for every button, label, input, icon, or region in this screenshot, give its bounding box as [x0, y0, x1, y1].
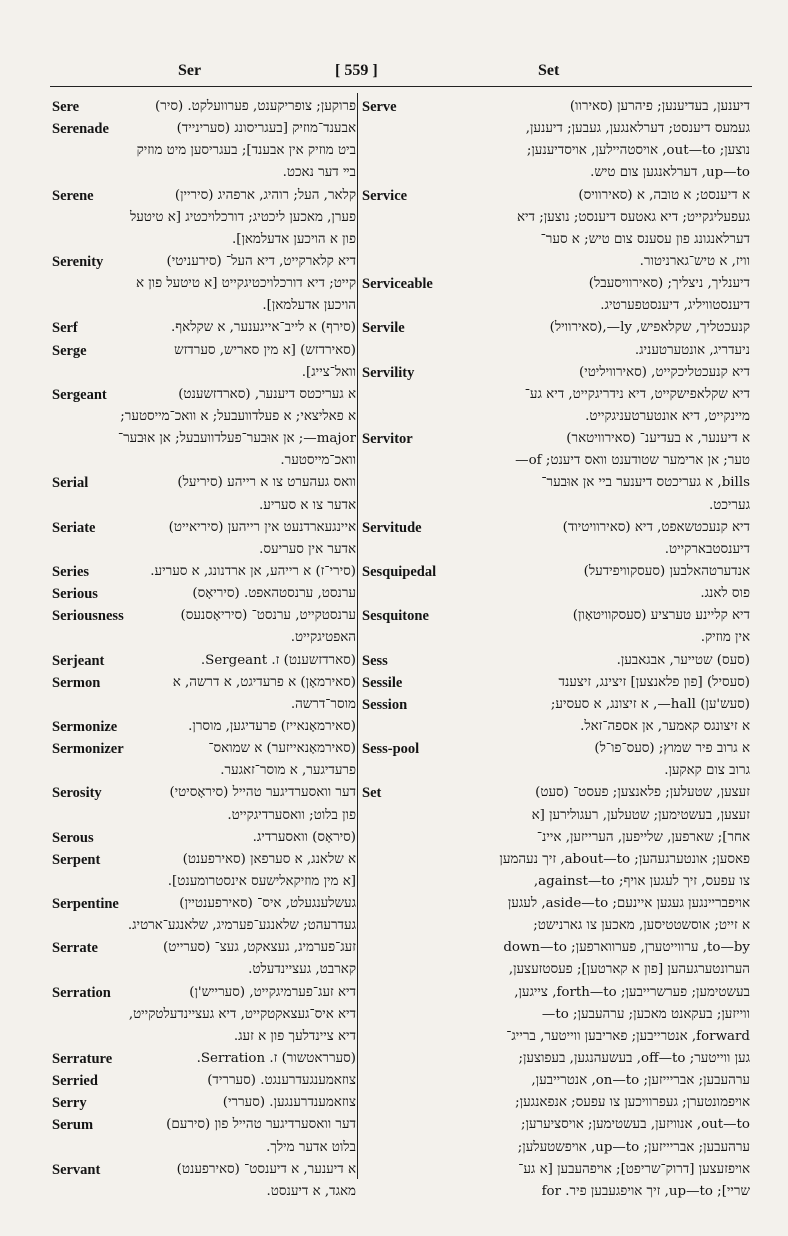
definition-text: הויכען אדעלמאן].: [262, 298, 356, 314]
headword: Serried: [52, 1073, 98, 1090]
definition-text: צוזאמענדרענגען. (סעררי): [222, 1095, 356, 1111]
dictionary-entry: [52, 650, 356, 672]
definition-text: to—by, ערווייטערן, פערווארפען; down—to: [503, 940, 750, 956]
definition-text: דערלאנגונג פון עסענס צום טיש; א סער־: [540, 231, 750, 247]
headword: Serjeant: [52, 652, 105, 669]
definition-text: ניעדריג, אונטערטעניג.: [634, 342, 750, 358]
dictionary-entry: [52, 1048, 356, 1070]
definition-text: זעצען, שטעלען; פלאנצען; פעסט־ (סעט): [535, 785, 750, 801]
definition-text: פאסען; אונטערגעהען; about—to, זיך נעהמען: [499, 851, 750, 867]
definition-text: שריי]; up—to, זיך אויפגעבען פיר. for: [541, 1183, 750, 1199]
definition-text: (סירף) א לייב־אייגענער, א שקלאף.: [170, 320, 356, 336]
dictionary-entry: [362, 517, 750, 561]
dictionary-entry: [52, 118, 356, 184]
definition-text: (סארדזשענט) ז. Sergeant.: [200, 652, 356, 668]
dictionary-entry: [52, 472, 356, 516]
dictionary-entry: [362, 782, 750, 1203]
definition-text: up—to, דערלאנגען צום טיש.: [590, 165, 750, 181]
headword: Serve: [362, 99, 397, 115]
definition-text: דיא ציינדלעך פון א זעג.: [233, 1028, 356, 1044]
entry-first-line: [52, 849, 356, 871]
entry-first-line: [362, 605, 750, 627]
dictionary-entry: [52, 738, 356, 782]
dictionary-entry: [52, 982, 356, 1048]
entry-first-line: [52, 716, 356, 738]
entry-first-line: [362, 782, 750, 804]
headword: Serf: [52, 320, 78, 337]
definition-text: דיענען, בעדיענען; פיהרען (סאירוו): [569, 99, 750, 114]
definition-text: דיא קליינע טערציע (סעסקוויטאָון): [572, 608, 750, 624]
dictionary-entry: [52, 672, 356, 716]
definition-text: bills, א געריכטס דיענער ביי אן אוּבער־: [541, 475, 750, 491]
entry-first-line: [52, 650, 356, 672]
entry-first-line: [52, 583, 356, 605]
dictionary-entry: [52, 340, 356, 384]
entry-first-line: [362, 517, 750, 539]
definition-text: דיא קנעכטשאפט, דיא (סאירוויטיוד): [562, 519, 750, 535]
entry-first-line: [52, 738, 356, 760]
definition-text: (סאירמאָנאייז) פרעדיגען, מוסרן.: [188, 718, 356, 734]
headword: Serene: [52, 187, 94, 204]
dictionary-entry: [52, 384, 356, 473]
dictionary-entry: [52, 937, 356, 981]
headword: Servility: [362, 364, 415, 381]
definition-text: געריכט.: [709, 497, 750, 513]
entry-first-line: [362, 362, 750, 384]
definition-text: פון א הויכען אדעלמאן].: [231, 231, 356, 247]
headword: Sermon: [52, 674, 101, 691]
definition-text: פערן, מאכען ליכטיג; דורכלויכטיג [א טיטעל: [129, 209, 356, 225]
entry-first-line: [362, 273, 750, 295]
definition-text: דיא שקלאפישקייט, דיא נידריגקייט, דיא גע־: [524, 386, 750, 402]
definition-text: (סעס) שטייער, אבגאבען.: [616, 652, 750, 668]
definition-text: מיינקייט, דיא אונטערטעניגקייט.: [585, 408, 750, 424]
entry-first-line: [52, 893, 356, 915]
headword: Servant: [52, 1161, 101, 1178]
definition-text: וואס געהערט צו א רייהע (סיריעל): [177, 475, 356, 491]
header-rule: [50, 86, 752, 87]
definition-text: אויפמונטערן; געפרוויכען צו עפעס; אנפאנגען;: [515, 1095, 750, 1111]
dictionary-entry: [52, 185, 356, 251]
definition-text: וואכ־מייסטער.: [280, 453, 356, 469]
definition-text: א זייט; אוסשטטיסען, מאכען צו גארנישט;: [533, 918, 750, 934]
definition-text: געדרעהט; שלאנגע־פערמיג, שלאנגע־ארטיג.: [127, 918, 356, 934]
entry-first-line: [52, 1070, 356, 1092]
definition-text: א דיענסט; א טובה, א (סאירוויס): [578, 187, 750, 203]
definition-text: קארבט, געציינדעלט.: [248, 962, 356, 978]
definition-text: אבענד־מוזיק [בעגריסונג (סערינייד): [176, 121, 356, 137]
dictionary-entry: [52, 1114, 356, 1158]
column-divider: [357, 93, 358, 1179]
definition-text: (סעש'ען) hall—, א זיצונג, א סעסיע;: [550, 696, 750, 712]
entry-first-line: [52, 1159, 356, 1181]
dictionary-entry: [52, 827, 356, 849]
dictionary-entry: [362, 428, 750, 517]
headword: Serge: [52, 342, 87, 359]
definition-text: דיענליך, ניצליך; (סאירוויסעבל): [588, 276, 750, 292]
definition-text: דיא זעג־פערמיגקייט, (סערייש'ן): [189, 984, 356, 1000]
dictionary-entry: [362, 605, 750, 649]
definition-text: [א מין מוזיקאלישעס אינסטרומענט].: [167, 873, 356, 889]
entry-first-line: [52, 96, 356, 118]
definition-text: major—; אן אוּבער־פעלדוועבעל; אן אוּבער־: [117, 431, 356, 447]
entry-first-line: [52, 340, 356, 362]
headword: Serry: [52, 1095, 87, 1112]
dictionary-entry: [362, 738, 750, 782]
dictionary-entry: [362, 561, 750, 605]
definition-text: א שלאנג, א סערפאן (סאירפענט): [182, 851, 356, 867]
definition-text: דיענסטוויליג, דיענסטפערטיג.: [600, 298, 750, 314]
definition-text: אויפזעצען [דרוק־שריפט]; אויפהעבען [א גע־: [518, 1161, 750, 1177]
definition-text: א געריכטס דיענער, (סארדזשענט): [178, 386, 356, 402]
page-header: [50, 62, 750, 84]
dictionary-entry: [52, 1070, 356, 1092]
definition-text: בלוט אדער מילך.: [266, 1139, 356, 1155]
definition-text: א גרוב פיר שמוץ; (סעס־פו־ל): [594, 741, 750, 757]
definition-text: מוסר־דרשה.: [290, 696, 356, 712]
headword: Servitor: [362, 431, 413, 448]
headword: Sergeant: [52, 386, 107, 403]
definition-text: out—to, אנוויזען, בעשטימען; אויסציערען;: [521, 1117, 750, 1133]
definition-text: ערהעבען; אבריייזען; up—to, אויפשטעלען;: [517, 1139, 750, 1155]
entry-first-line: [52, 118, 356, 140]
definition-text: געשלענגעלט, איס־ (סאירפענטיין): [179, 896, 356, 912]
entry-first-line: [52, 1048, 356, 1070]
definition-text: דער וואסערדיגער טהייל פון (סירעם): [166, 1117, 356, 1133]
entry-first-line: [52, 384, 356, 406]
definition-text: דיא קנעכטליכקייט, (סאירוויליטי): [578, 364, 750, 380]
definition-text: (סאירדזש) [א מין סאריש, סערדזש: [174, 342, 356, 358]
entry-first-line: [362, 738, 750, 760]
definition-text: בײ דער נאכט.: [282, 165, 356, 181]
dictionary-entry: [52, 583, 356, 605]
headword: Serious: [52, 586, 98, 603]
dictionary-entry: [52, 561, 356, 583]
entry-first-line: [362, 185, 750, 207]
dictionary-entry: [362, 694, 750, 738]
dictionary-entry: [52, 605, 356, 649]
dictionary-entry: [362, 273, 750, 317]
headword: Sesquipedal: [362, 563, 437, 580]
headword: Series: [52, 563, 90, 580]
entry-first-line: [52, 317, 356, 339]
definition-text: געפעליגקייט; דיא גאטעס דיענסט; נוצען; דיא: [517, 209, 750, 225]
definition-text: א פאליצאי; א פעלדוועבעל; א וואכ־מייסטער;: [120, 408, 356, 424]
left-column: [52, 96, 356, 1203]
definition-text: אדער צו א סעריע.: [259, 497, 356, 513]
definition-text: צוזאמענגעדרענגט. (סערריד): [207, 1073, 356, 1089]
entry-first-line: [52, 561, 356, 583]
definition-text: (סאירמאָן) א פרעדיגט, א דרשה, א: [172, 674, 356, 690]
definition-text: בעשטימען; פערשרייבען; forth—to, צייגען,: [514, 984, 750, 1000]
headword: Serum: [52, 1117, 94, 1134]
dictionary-entry: [52, 849, 356, 893]
headword: Serrate: [52, 940, 98, 957]
definition-text: דיא קלארקייט, דיא העל־ (סירעניטי): [166, 253, 356, 269]
headword: Serous: [52, 829, 94, 846]
headword: Serenade: [52, 121, 109, 138]
entry-first-line: [52, 605, 356, 627]
entry-first-line: [362, 694, 750, 716]
headword: Serration: [52, 984, 111, 1001]
headword: Sermonizer: [52, 741, 124, 758]
definition-text: אדער אין סעריעס.: [259, 541, 356, 557]
entry-first-line: [52, 782, 356, 804]
dictionary-entry: [52, 1092, 356, 1114]
definition-text: forward, אנטרייבען; פאריבען ווייטער, ברייג־: [506, 1028, 750, 1044]
definition-text: א זיצונגס קאמער, אן אספה־זאל.: [580, 718, 750, 734]
definition-text: (סערראטשור) ז. Serration.: [196, 1051, 356, 1067]
header-left-guide-word: Ser: [178, 62, 202, 79]
definition-text: א דיענער, א בעדיענ־ (סאירוויטאר): [566, 431, 750, 447]
entry-first-line: [52, 185, 356, 207]
headword: Sessile: [362, 674, 403, 691]
dictionary-entry: [362, 96, 750, 185]
headword: Serial: [52, 475, 89, 492]
entry-first-line: [52, 827, 356, 849]
entry-first-line: [52, 937, 356, 959]
definition-text: (סעסיל) [פון פלאנצען] זיצינג, זיצענד: [558, 674, 750, 690]
headword: Sess: [362, 652, 388, 669]
definition-text: פרוקען; צופריקענט, פערוועלקט. (סיר): [155, 99, 356, 114]
headword: Sere: [52, 99, 80, 115]
entry-first-line: [362, 96, 750, 118]
entry-first-line: [52, 982, 356, 1004]
definition-text: וואל־צייג].: [301, 364, 356, 380]
headword: Servile: [362, 320, 405, 337]
definition-text: צו עפעס, זיך לעגען אויף; against—to,: [533, 873, 750, 889]
definition-text: מאגד, א דיענסט.: [266, 1183, 356, 1199]
definition-text: (סיראָס) וואסערדיג.: [252, 829, 356, 845]
dictionary-entry: [362, 362, 750, 428]
definition-text: גרוב צום קאקען.: [664, 763, 750, 779]
definition-text: ביט מוזיק אין אבענד]; בעגריסען מיט מוזיק: [136, 143, 356, 159]
definition-text: אין מוזיק.: [700, 630, 750, 646]
definition-text: פון בלוט; וואסערדיגקייט.: [227, 807, 356, 823]
dictionary-entry: [52, 782, 356, 826]
dictionary-entry: [52, 893, 356, 937]
definition-text: דער וואסערדיגער טהייל (סיראָסיטי): [169, 785, 356, 801]
page-number: [ 559 ]: [335, 62, 378, 79]
definition-text: וויז, א טיש־גארניטור.: [639, 253, 750, 269]
definition-text: אחר]; שארפען, שלייפען, הערייזען, איינ־: [536, 829, 750, 845]
headword: Seriate: [52, 519, 96, 536]
right-column: [362, 96, 750, 1203]
definition-text: קלאר, העל; רוהיג, ארפהיג (סיריין): [174, 187, 356, 203]
definition-text: אויפבריינגען געגען איינעם; aside—to, לעגען: [507, 896, 750, 912]
definition-text: ערנסטקייט, ערנסט־ (סיריאָסנעס): [180, 608, 356, 624]
header-right-guide-word: Set: [538, 62, 560, 79]
entry-first-line: [52, 472, 356, 494]
definition-text: קנעכטליך, שקלאפיש, ly—,(סאירוויל): [549, 320, 750, 336]
entry-first-line: [52, 1114, 356, 1136]
definition-text: זעצען, בעשטימען; שטעלען, רעגולירען [א: [531, 807, 750, 823]
entry-first-line: [52, 251, 356, 273]
headword: Serrature: [52, 1051, 113, 1068]
definition-text: נוצען; out—to, אויסטהיילען, אויסדיענען;: [526, 143, 750, 159]
entry-first-line: [362, 317, 750, 339]
dictionary-entry: [52, 96, 356, 118]
headword: Servitude: [362, 519, 422, 536]
headword: Serosity: [52, 785, 102, 802]
dictionary-entry: [362, 185, 750, 274]
headword: Seriousness: [52, 608, 124, 625]
dictionary-entry: [362, 672, 750, 694]
definition-text: דיא איס־געצאקטקייט, דיא געציינדעלטקייט,: [128, 1006, 356, 1022]
dictionary-entry: [362, 650, 750, 672]
entry-first-line: [52, 517, 356, 539]
headword: Serviceable: [362, 276, 433, 293]
headword: Serenity: [52, 253, 104, 270]
entry-first-line: [362, 428, 750, 450]
entry-first-line: [362, 561, 750, 583]
definition-text: ווייזען; בעקאנט מאכען; ערהעבען; to—: [541, 1006, 750, 1022]
headword: Service: [362, 187, 408, 204]
definition-text: פוס לאנג.: [700, 586, 750, 602]
dictionary-entry: [362, 317, 750, 361]
definition-text: זעג־פערמיג, געצאקט, געצ־ (סערייט): [163, 940, 356, 956]
definition-text: קייט; דיא דורכלויכטיגקייט [א טיטעל פון א: [135, 276, 356, 292]
headword: Sesquitone: [362, 608, 429, 625]
definition-text: אנדערטהאלבען (סעסקוויפידעל): [583, 563, 750, 579]
definition-text: דיענסטבארקייט.: [664, 541, 750, 557]
definition-text: ערנסט, ערנסטהאפט. (סיריאָס): [192, 586, 356, 602]
entry-first-line: [362, 650, 750, 672]
definition-text: (סאירמאָנאייזער) א שמואס־: [208, 741, 356, 757]
definition-text: געמעס דיענסט; דערלאנגען, געבען; דיענען,: [525, 121, 750, 137]
headword: Sess-pool: [362, 741, 420, 758]
definition-text: ערהעבען; אבריייזען; on—to, אנטרייבען,: [531, 1073, 750, 1089]
headword: Session: [362, 696, 408, 713]
headword: Sermonize: [52, 718, 118, 735]
headword: Serpentine: [52, 896, 119, 913]
definition-text: גען ווייטער; off—to, בעשעהנגען, בעפוצען;: [518, 1051, 750, 1067]
definition-text: איינגעארדנעט אין רייהען (סיריאייט): [168, 519, 356, 535]
definition-text: פרעדיגער, א מוסר־זאגער.: [220, 763, 356, 779]
definition-text: הערונטערגעהען [פון א קארטען]; פעסטזעצען,: [508, 962, 750, 978]
headword: Set: [362, 785, 382, 802]
dictionary-entry: [52, 1159, 356, 1203]
definition-text: האפטיגקייט.: [290, 630, 356, 646]
dictionary-entry: [52, 317, 356, 339]
headword: Serpent: [52, 851, 101, 868]
definition-text: טער; אן ארימער שטודענט וואס דיענט; of—: [515, 453, 750, 469]
entry-first-line: [52, 672, 356, 694]
dictionary-entry: [52, 251, 356, 317]
definition-text: (סירי־ז) א רייהע, אן ארדנונג, א סעריע.: [150, 563, 356, 579]
entry-first-line: [52, 1092, 356, 1114]
definition-text: א דיענער, א דיענסט־ (סאירפענט): [176, 1161, 356, 1177]
dictionary-entry: [52, 517, 356, 561]
dictionary-entry: [52, 716, 356, 738]
entry-first-line: [362, 672, 750, 694]
